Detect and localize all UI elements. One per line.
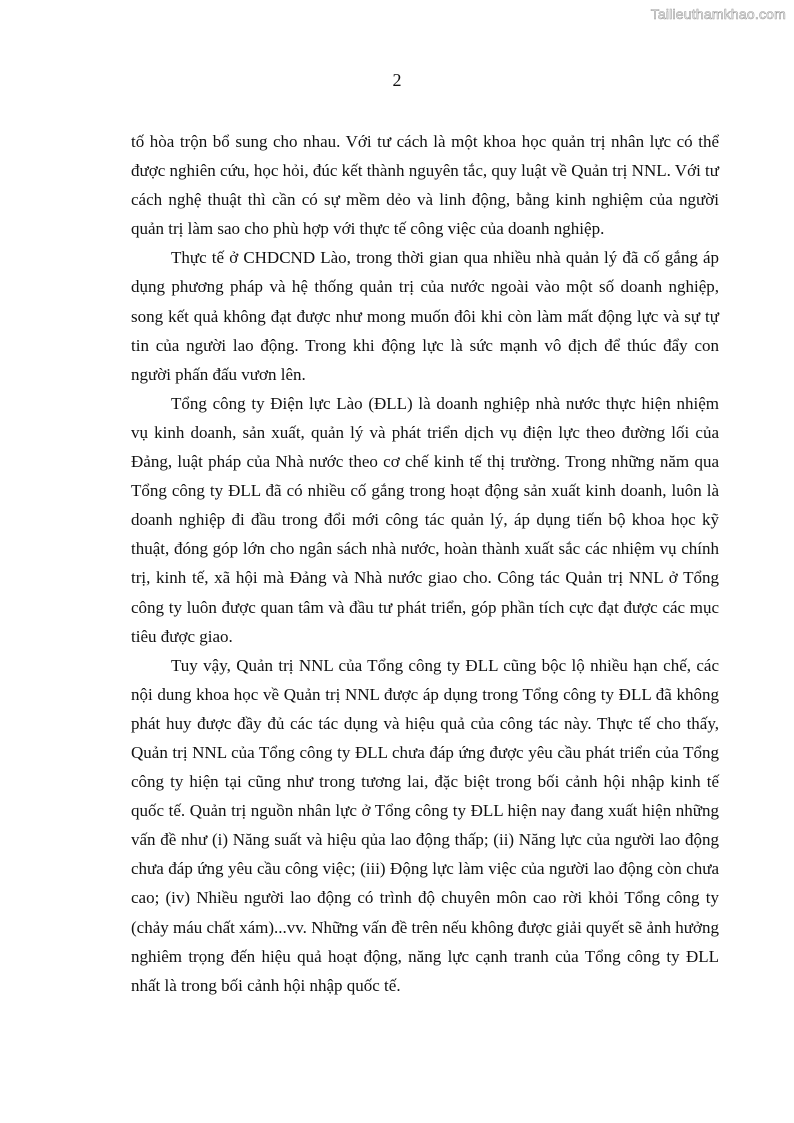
paragraph-hrm-limitations: Tuy vậy, Quản trị NNL của Tổng công ty ĐLL cũng bộc lộ nhiều hạn chế, các nội dung khoa học về Quản trị NNL được áp dụng trong Tổng công ty ĐLL đã không phát huy được đầy đủ các tác dụng và hiệu quả của công tác này. Thực tế cho thấy, Quản trị NNL của Tổng công ty ĐLL chưa đáp ứng được yêu cầu phát triển của Tổng công ty hiện tại cũng như trong tương lai, đặc biệt trong bối cảnh hội nhập kinh tế quốc tế. Quản trị nguồn nhân lực ở Tổng công ty ĐLL hiện nay đang xuất hiện những vấn đề như (i) Năng suất và hiệu qủa lao động thấp; (ii) Năng lực của người lao động chưa đáp ứng yêu cầu công việc; (iii) Động lực làm việc của người lao động còn chưa cao; (iv) Nhiều người lao động có trình độ chuyên môn cao rời khỏi Tổng công ty (chảy máu chất xám)...vv. Những vấn đề trên nếu không được giải quyết sẽ ảnh hưởng nghiêm trọng đến hiệu quả hoạt động, năng lực cạnh tranh của Tổng công ty ĐLL nhất là trong bối cảnh hội nhập quốc tế. xyxy=(131,655,719,995)
document-body xyxy=(131,127,719,1000)
page-number: 2 xyxy=(392,70,402,90)
watermark: Tailieuthamkhao.com xyxy=(650,6,786,22)
paragraph-laos-reality: Thực tế ở CHDCND Lào, trong thời gian qua nhiều nhà quản lý đã cố gắng áp dụng phương pháp và hệ thống quản trị của nước ngoài vào một số doanh nghiệp, song kết quả không đạt được như mong muốn đôi khi còn làm mất động lực và sự tự tin của người lao động. Trong khi động lực là sức mạnh vô địch để thúc đẩy con người phấn đấu vươn lên. xyxy=(131,248,719,384)
paragraph-continuation: tố hòa trộn bổ sung cho nhau. Với tư cách là một khoa học quản trị nhân lực có thể được nghiên cứu, học hỏi, đúc kết thành nguyên tắc, quy luật về Quản trị NNL. Với tư cách nghệ thuật thì cần có sự mềm dẻo và linh động, bằng kinh nghiệm của người quản trị làm sao cho phù hợp với thực tế công việc của doanh nghiệp. xyxy=(131,132,719,239)
paragraph-edl-overview: Tổng công ty Điện lực Lào (ĐLL) là doanh nghiệp nhà nước thực hiện nhiệm vụ kinh doanh, sản xuất, quản lý và phát triển dịch vụ điện lực theo đường lối của Đảng, luật pháp của Nhà nước theo cơ chế kinh tế thị trường. Trong những năm qua Tổng công ty ĐLL đã có nhiều cố gắng trong hoạt động sản xuất kinh doanh, luôn là doanh nghiệp đi đầu trong đổi mới công tác quản lý, áp dụng tiến bộ khoa học kỹ thuật, đóng góp lớn cho ngân sách nhà nước, hoàn thành xuất sắc các nhiệm vụ chính trị, kinh tế, xã hội mà Đảng và Nhà nước giao cho. Công tác Quản trị NNL ở Tổng công ty luôn được quan tâm và đầu tư phát triển, góp phần tích cực đạt được các mục tiêu được giao. xyxy=(131,393,719,646)
